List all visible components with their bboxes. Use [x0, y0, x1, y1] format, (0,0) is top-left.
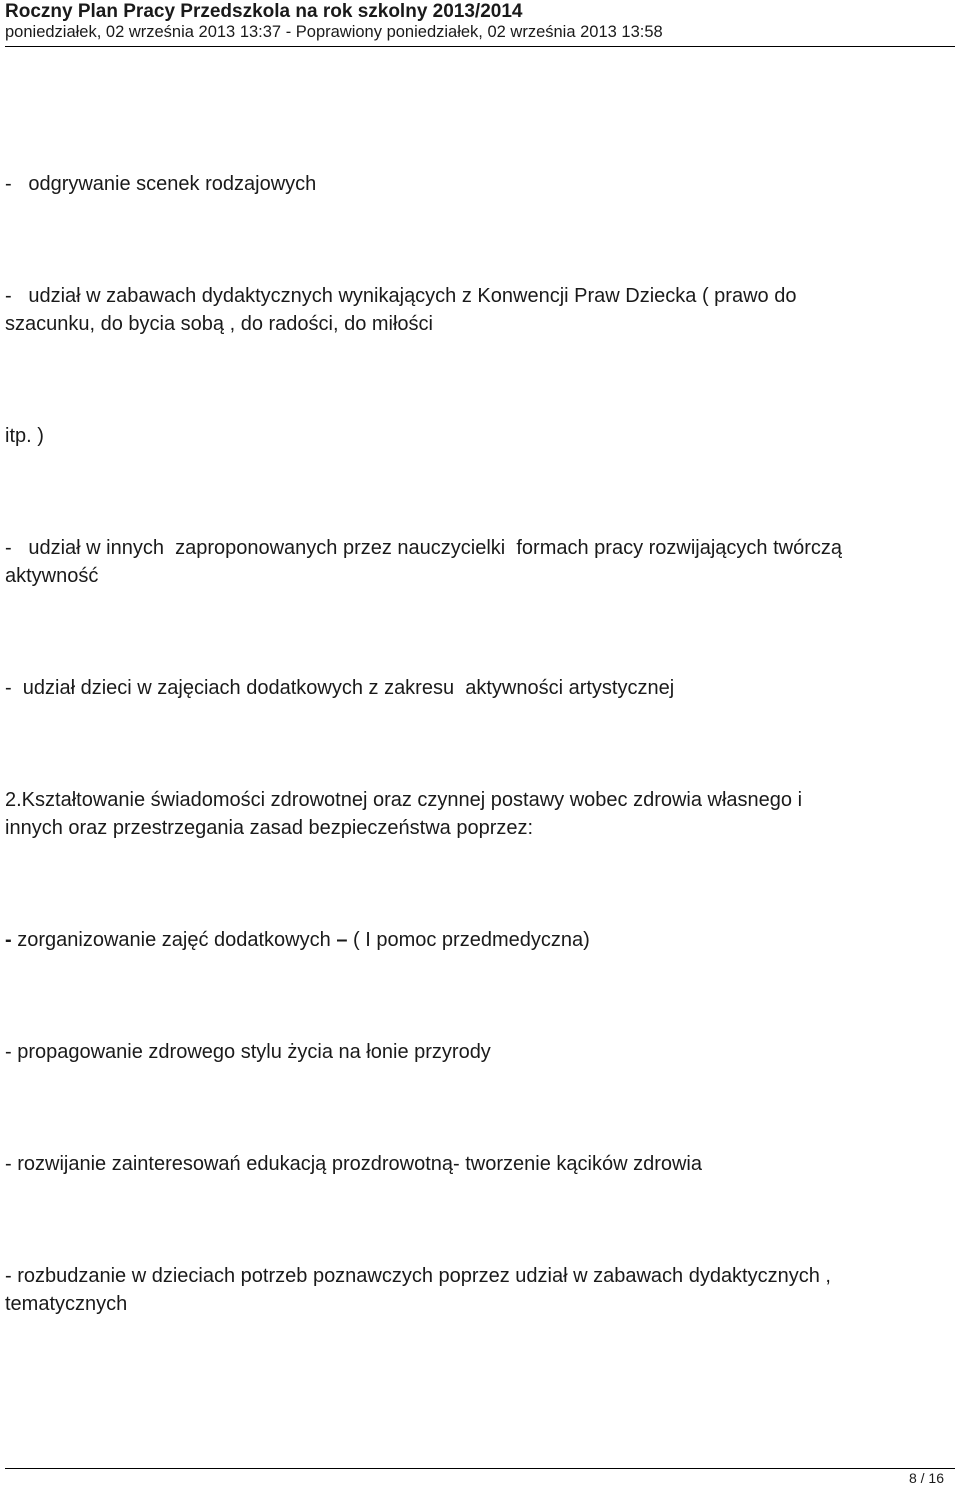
bullet-propagowanie: - propagowanie zdrowego stylu życia na łonie przyrody	[5, 1041, 491, 1063]
page-number: 8 / 16	[908, 1470, 944, 1486]
bullet-udzial-zabawy-line2: szacunku, do bycia sobą , do radości, do miłości	[5, 313, 433, 335]
document-title: Roczny Plan Pracy Przedszkola na rok szkolny 2013/2014	[5, 1, 523, 22]
footer-divider	[5, 1468, 955, 1469]
bullet-udzial-innych-line2: aktywność	[5, 565, 99, 587]
section-2-heading-line1: 2.Kształtowanie świadomości zdrowotnej oraz czynnej postawy wobec zdrowia własnego i	[5, 789, 803, 811]
bullet-udzial-zabawy-line1: - udział w zabawach dydaktycznych wynikających z Konwencji Praw Dziecka ( prawo do	[5, 285, 797, 307]
bullet-rozbudzanie-line1: - rozbudzanie w dzieciach potrzeb poznawczych poprzez udział w zabawach dydaktycznych ,	[5, 1265, 831, 1287]
itp-line: itp. )	[5, 425, 44, 447]
bullet-rozwijanie: - rozwijanie zainteresowań edukacją prozdrowotną- tworzenie kącików zdrowia	[5, 1153, 702, 1175]
header-divider	[5, 46, 955, 47]
bullet-dash: -	[5, 929, 12, 951]
section-2-heading-line2: innych oraz przestrzegania zasad bezpieczeństwa poprzez:	[5, 817, 534, 839]
bullet-rozbudzanie-line2: tematycznych	[5, 1293, 128, 1315]
bullet-zorganizowanie-text: zorganizowanie zajęć dodatkowych	[11, 929, 337, 951]
document-meta: poniedziałek, 02 września 2013 13:37 - Poprawiony poniedziałek, 02 września 2013 13:58	[5, 23, 663, 41]
bullet-zajecia-dodatkowe: - udział dzieci w zajęciach dodatkowych z zakresu aktywności artystycznej	[5, 677, 675, 699]
bullet-zorganizowanie-rest: ( I pomoc przedmedyczna)	[347, 929, 590, 951]
en-dash: –	[336, 929, 348, 951]
bullet-zorganizowanie	[5, 926, 955, 954]
bullet-odgrywanie: - odgrywanie scenek rodzajowych	[5, 173, 317, 195]
bullet-udzial-innych-line1: - udział w innych zaproponowanych przez nauczycielki formach pracy rozwijających twórczą	[5, 537, 843, 559]
